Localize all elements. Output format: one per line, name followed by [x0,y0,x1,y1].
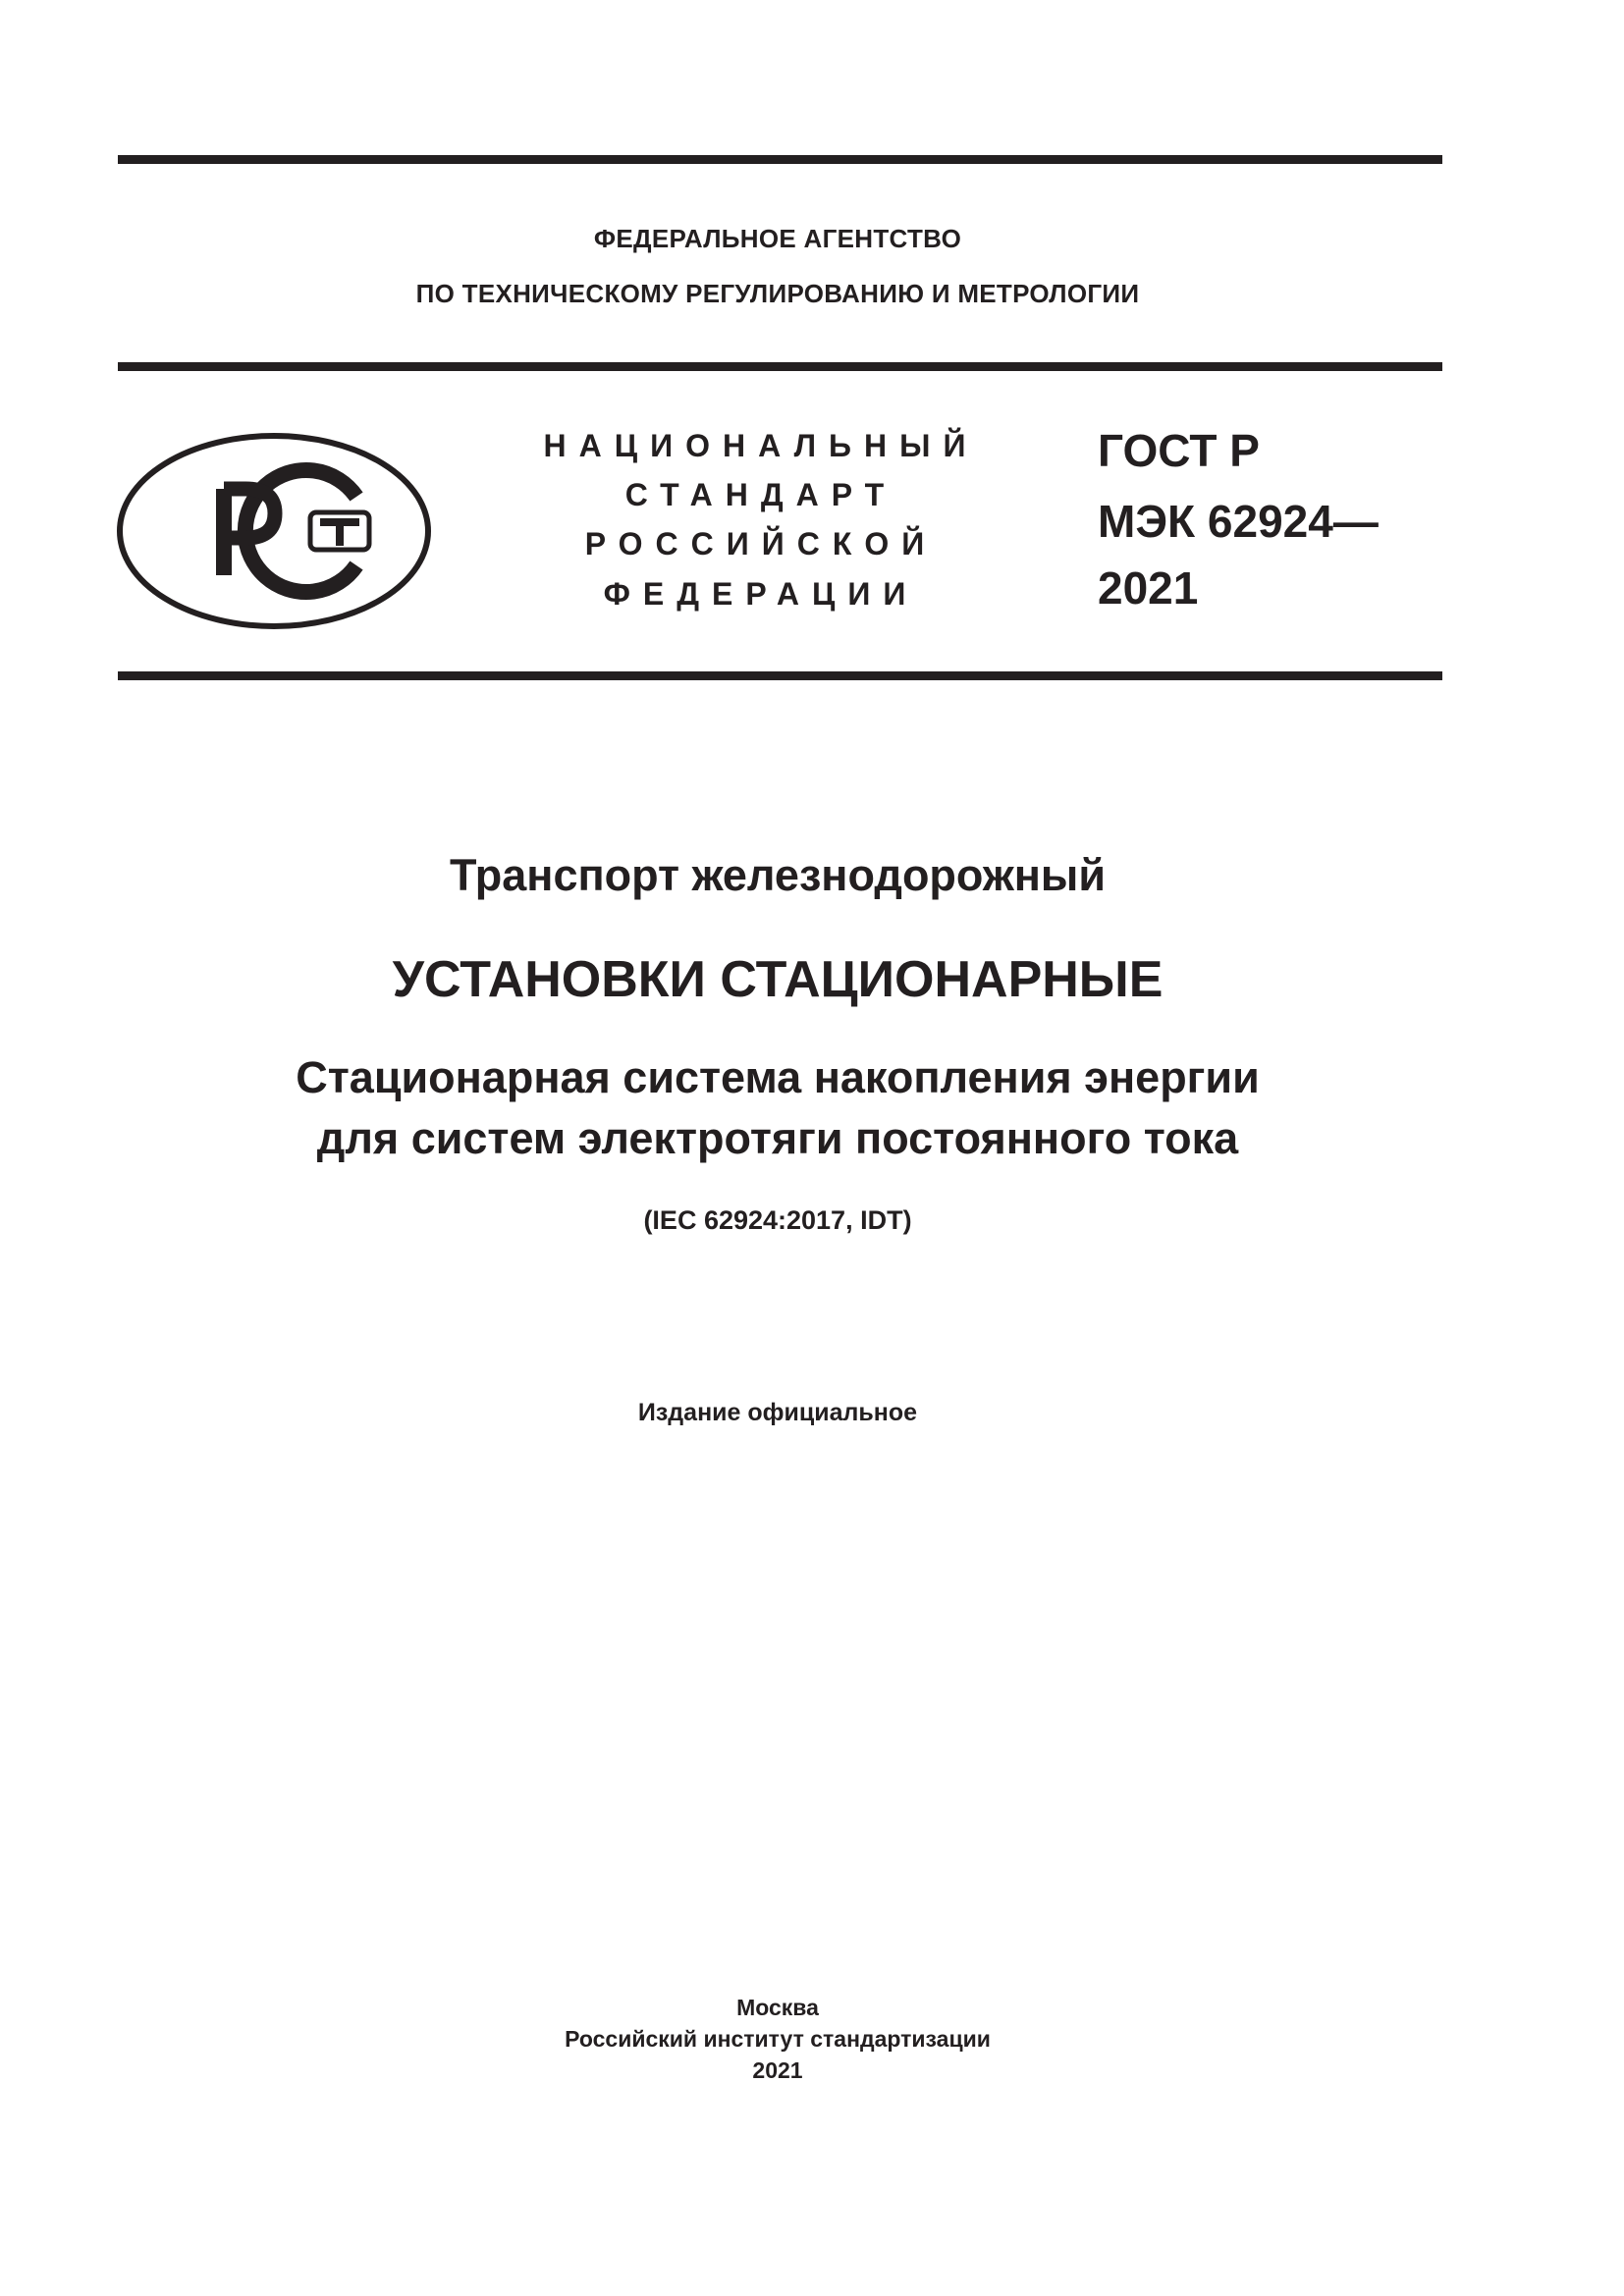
standard-type-line-3: РОССИЙСКОЙ [584,526,938,561]
rst-logo-icon [116,432,432,630]
standard-type-line-2: СТАНДАРТ [624,477,897,512]
designation-line-2: МЭК 62924— [1098,496,1379,547]
agency-line-1: ФЕДЕРАЛЬНОЕ АГЕНТСТВО [593,224,962,253]
publisher-city: Москва [736,1995,819,2020]
agency-line-2: ПО ТЕХНИЧЕСКОМУ РЕГУЛИРОВАНИЮ И МЕТРОЛОГИИ [415,279,1140,308]
header-bottom-rule [118,362,1442,371]
title-line-3a: Стационарная система накопления энергии [296,1052,1260,1102]
edition-label: Издание официальное [637,1399,918,1426]
title-line-1: Транспорт железнодорожный [449,850,1106,900]
designation-line-3: 2021 [1098,562,1199,614]
title-line-3b: для систем электротяги постоянного тока [316,1113,1239,1163]
top-rule [118,155,1442,164]
publisher-name: Российский институт стандартизации [565,2026,991,2052]
title-reference: (IEC 62924:2017, IDT) [643,1205,912,1235]
standard-type-line-1: НАЦИОНАЛЬНЫЙ [543,428,979,463]
publisher-year: 2021 [752,2057,803,2083]
masthead-bottom-rule [118,671,1442,680]
standard-type-line-4: ФЕДЕРАЦИИ [603,576,919,612]
designation-line-1: ГОСТ Р [1098,425,1260,476]
title-line-2: УСТАНОВКИ СТАЦИОНАРНЫЕ [392,951,1164,1008]
